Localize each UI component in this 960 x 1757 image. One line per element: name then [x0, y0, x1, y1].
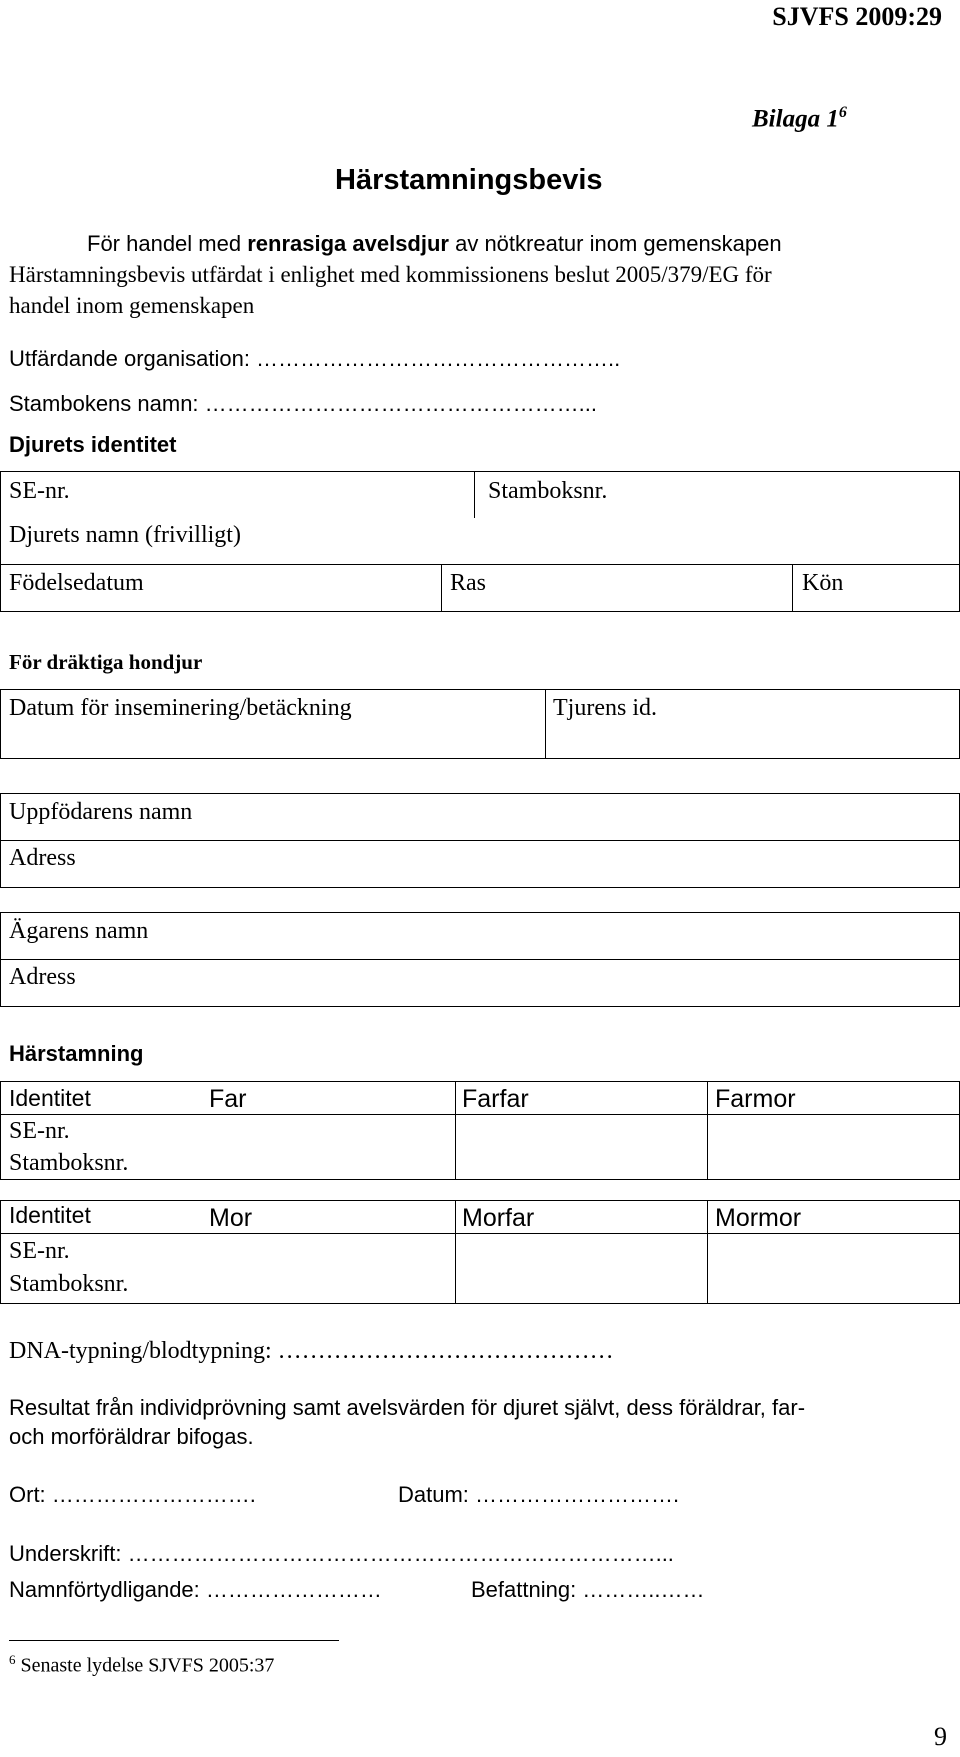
intro-line-1: För handel med renrasiga avelsdjur av nötkreatur inom gemenskapen [87, 231, 782, 256]
breeder-name-label: Uppfödarens namn [9, 799, 193, 825]
issuing-organisation-line: Utfärdande organisation: ………………………………………….. [9, 346, 621, 371]
maternal-grandmother-label: Mormor [715, 1204, 802, 1232]
dna-typing-line: DNA-typning/blodtypning: …………………………………… [9, 1338, 614, 1364]
identity-heading: Djurets identitet [9, 432, 177, 457]
appendix-label: Bilaga $1^6$ [752, 104, 847, 133]
paternal-identity-label: Identitet [9, 1085, 91, 1111]
maternal-studbook-nr-label: Stamboksnr. [9, 1271, 129, 1297]
page-title: Härstamningsbevis [335, 164, 603, 196]
intro-line-2: Härstamningsbevis utfärdat i enlighet med kommissionens beslut 2005/379/EG för [9, 262, 772, 287]
position-line: Befattning: ………..…… [471, 1577, 705, 1602]
paternal-grandfather-label: Farfar [462, 1085, 529, 1113]
footnote: $^6$ Senaste lydelse SJVFS 2005:37 [9, 1652, 275, 1677]
maternal-grandfather-label: Morfar [462, 1204, 535, 1232]
footnote-separator [9, 1640, 339, 1641]
pregnant-heading: För dräktiga hondjur [9, 650, 203, 674]
intro-line-3: handel inom gemenskapen [9, 293, 255, 318]
owner-name-label: Ägarens namn [9, 918, 149, 944]
studbook-nr-label: Stamboksnr. [488, 478, 608, 504]
breeder-address-label: Adress [9, 845, 76, 871]
signature-line: Underskrift: ………………………………………………………………... [9, 1541, 674, 1566]
se-nr-label: SE-nr. [9, 478, 70, 504]
studbook-name-line: Stambokens namn: ……………………………………………... [9, 391, 597, 416]
animal-name-label: Djurets namn (frivilligt) [9, 522, 241, 548]
date-line: Datum: ………………………. [398, 1482, 680, 1507]
owner-address-label: Adress [9, 964, 76, 990]
bull-id-label: Tjurens id. [553, 695, 657, 721]
paternal-grandmother-label: Farmor [715, 1085, 796, 1113]
pedigree-heading: Härstamning [9, 1041, 144, 1066]
mother-label: Mor [209, 1204, 253, 1232]
results-line-1: Resultat från individprövning samt avelsvärden för djuret självt, dess föräldrar, far- [9, 1395, 806, 1420]
page-number: 9 [934, 1722, 947, 1751]
paternal-studbook-nr-label: Stamboksnr. [9, 1150, 129, 1176]
name-clarification-line: Namnförtydligande: …………………… [9, 1577, 382, 1602]
father-label: Far [209, 1085, 247, 1113]
place-line: Ort: ………………………. [9, 1482, 256, 1507]
sex-label: Kön [802, 570, 844, 596]
breed-label: Ras [450, 570, 486, 596]
results-line-2: och morföräldrar bifogas. [9, 1424, 254, 1449]
paternal-se-nr-label: SE-nr. [9, 1118, 70, 1144]
insemination-date-label: Datum för inseminering/betäckning [9, 695, 352, 721]
series-reference: SJVFS 2009:29 [772, 2, 942, 31]
maternal-se-nr-label: SE-nr. [9, 1238, 70, 1264]
birth-date-label: Födelsedatum [9, 570, 144, 596]
maternal-identity-label: Identitet [9, 1202, 91, 1228]
